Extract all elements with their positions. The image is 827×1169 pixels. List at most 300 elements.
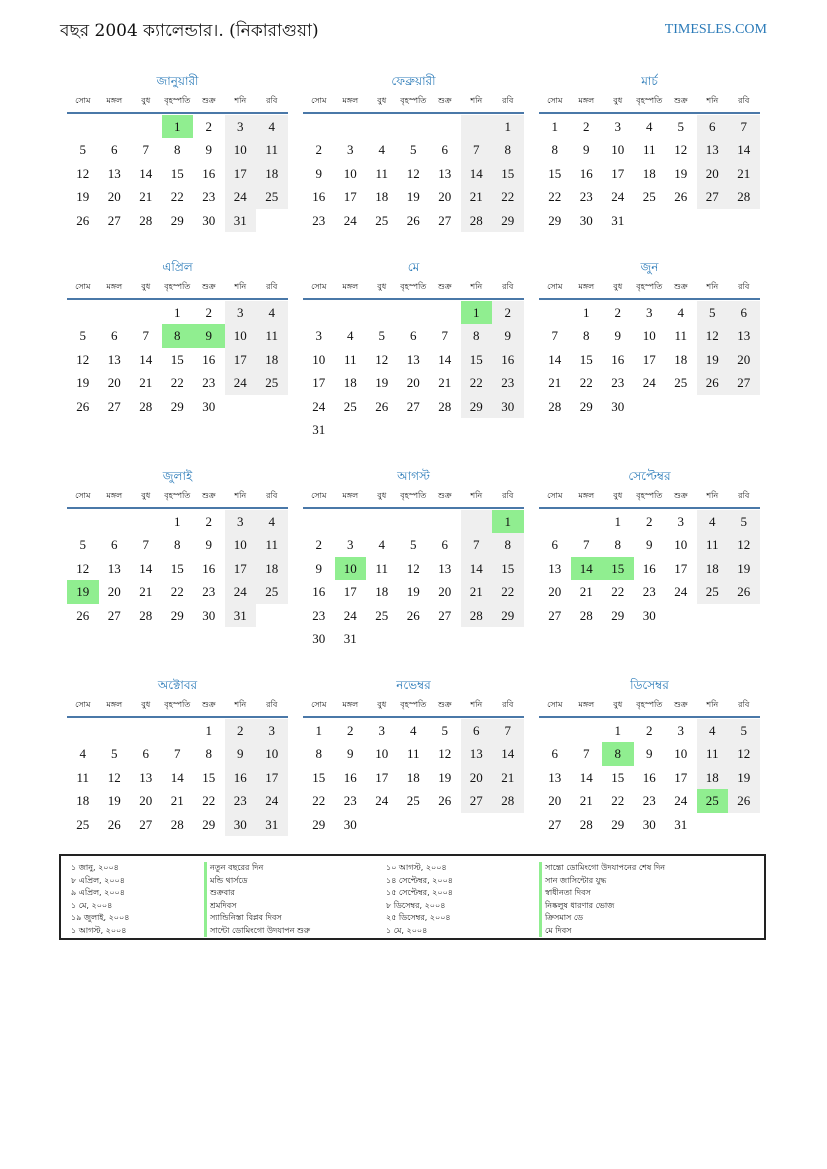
- day-cell[interactable]: 25: [256, 580, 288, 603]
- day-cell[interactable]: 4: [410, 723, 417, 738]
- day-cell[interactable]: 18: [343, 375, 357, 391]
- day-cell[interactable]: 27: [728, 371, 760, 394]
- day-cell[interactable]: 23: [312, 607, 326, 623]
- day-cell[interactable]: 13: [548, 560, 562, 576]
- day-cell[interactable]: 8: [602, 742, 634, 765]
- day-cell[interactable]: 16: [642, 769, 656, 785]
- day-cell[interactable]: 15: [312, 769, 326, 785]
- day-cell[interactable]: 24: [674, 793, 688, 809]
- day-cell[interactable]: 26: [375, 398, 389, 414]
- day-cell[interactable]: 3: [646, 305, 653, 320]
- day-cell[interactable]: 16: [492, 348, 524, 371]
- day-cell[interactable]: 11: [343, 351, 357, 367]
- day-cell[interactable]: 11: [375, 560, 389, 576]
- day-cell[interactable]: 5: [697, 301, 729, 324]
- day-cell[interactable]: 26: [406, 607, 420, 623]
- day-cell[interactable]: 25: [642, 189, 656, 205]
- day-cell[interactable]: 28: [438, 398, 452, 414]
- day-cell[interactable]: 15: [461, 348, 493, 371]
- day-cell[interactable]: 20: [438, 584, 452, 600]
- day-cell[interactable]: 30: [202, 398, 216, 414]
- day-cell[interactable]: 11: [256, 533, 288, 556]
- day-cell[interactable]: 1: [551, 119, 558, 134]
- day-cell[interactable]: 4: [378, 142, 385, 158]
- day-cell[interactable]: 11: [406, 746, 420, 762]
- day-cell[interactable]: 19: [728, 766, 760, 789]
- day-cell[interactable]: 29: [611, 607, 625, 623]
- day-cell[interactable]: 11: [674, 328, 688, 344]
- day-cell[interactable]: 29: [170, 607, 184, 623]
- day-cell[interactable]: 6: [441, 537, 448, 553]
- day-cell[interactable]: 14: [438, 351, 452, 367]
- day-cell[interactable]: 23: [579, 189, 593, 205]
- day-cell[interactable]: 14: [139, 560, 153, 576]
- day-cell[interactable]: 13: [438, 560, 452, 576]
- day-cell[interactable]: 15: [170, 351, 184, 367]
- day-cell[interactable]: 22: [611, 584, 625, 600]
- day-cell[interactable]: 3: [347, 537, 354, 553]
- day-cell[interactable]: 24: [225, 185, 257, 208]
- day-cell[interactable]: 28: [461, 604, 493, 627]
- day-cell[interactable]: 8: [492, 533, 524, 556]
- day-cell[interactable]: 11: [76, 769, 90, 785]
- day-cell[interactable]: 1: [461, 301, 493, 324]
- day-cell[interactable]: 11: [642, 142, 656, 158]
- day-cell[interactable]: 14: [139, 351, 153, 367]
- day-cell[interactable]: 7: [441, 328, 448, 344]
- day-cell[interactable]: 29: [548, 212, 562, 228]
- day-cell[interactable]: 10: [674, 537, 688, 553]
- day-cell[interactable]: 15: [602, 557, 634, 580]
- day-cell[interactable]: 31: [611, 212, 625, 228]
- day-cell[interactable]: 8: [583, 328, 590, 344]
- day-cell[interactable]: 19: [76, 189, 90, 205]
- day-cell[interactable]: 23: [202, 189, 216, 205]
- day-cell[interactable]: 31: [343, 630, 357, 646]
- day-cell[interactable]: 27: [438, 607, 452, 623]
- day-cell[interactable]: 3: [225, 115, 257, 138]
- day-cell[interactable]: 3: [614, 119, 621, 134]
- day-cell[interactable]: 7: [728, 115, 760, 138]
- day-cell[interactable]: 28: [492, 789, 524, 812]
- day-cell[interactable]: 6: [551, 746, 558, 762]
- day-cell[interactable]: 24: [642, 375, 656, 391]
- day-cell[interactable]: 20: [406, 375, 420, 391]
- day-cell[interactable]: 23: [642, 793, 656, 809]
- day-cell[interactable]: 23: [312, 212, 326, 228]
- day-cell[interactable]: 1: [315, 723, 322, 738]
- day-cell[interactable]: 5: [378, 328, 385, 344]
- day-cell[interactable]: 10: [674, 746, 688, 762]
- day-cell[interactable]: 20: [697, 162, 729, 185]
- day-cell[interactable]: 9: [492, 324, 524, 347]
- day-cell[interactable]: 22: [492, 185, 524, 208]
- day-cell[interactable]: 27: [107, 212, 121, 228]
- day-cell[interactable]: 5: [441, 723, 448, 738]
- day-cell[interactable]: 16: [225, 766, 257, 789]
- day-cell[interactable]: 13: [107, 165, 121, 181]
- day-cell[interactable]: 17: [611, 165, 625, 181]
- day-cell[interactable]: 25: [697, 789, 729, 812]
- day-cell[interactable]: 24: [225, 580, 257, 603]
- day-cell[interactable]: 9: [583, 142, 590, 158]
- day-cell[interactable]: 16: [611, 351, 625, 367]
- day-cell[interactable]: 18: [256, 162, 288, 185]
- day-cell[interactable]: 1: [174, 514, 181, 529]
- day-cell[interactable]: 10: [611, 142, 625, 158]
- day-cell[interactable]: 20: [107, 584, 121, 600]
- day-cell[interactable]: 29: [202, 816, 216, 832]
- day-cell[interactable]: 22: [611, 793, 625, 809]
- day-cell[interactable]: 9: [205, 537, 212, 553]
- day-cell[interactable]: 18: [406, 769, 420, 785]
- day-cell[interactable]: 21: [579, 793, 593, 809]
- day-cell[interactable]: 20: [107, 375, 121, 391]
- day-cell[interactable]: 7: [142, 537, 149, 553]
- day-cell[interactable]: 5: [677, 119, 684, 134]
- day-cell[interactable]: 2: [347, 723, 354, 738]
- day-cell[interactable]: 28: [548, 398, 562, 414]
- day-cell[interactable]: 11: [697, 742, 729, 765]
- day-cell[interactable]: 16: [312, 584, 326, 600]
- day-cell[interactable]: 21: [579, 584, 593, 600]
- day-cell[interactable]: 12: [76, 560, 90, 576]
- day-cell[interactable]: 27: [697, 185, 729, 208]
- day-cell[interactable]: 5: [410, 142, 417, 158]
- day-cell[interactable]: 29: [170, 398, 184, 414]
- day-cell[interactable]: 8: [551, 142, 558, 158]
- day-cell[interactable]: 21: [438, 375, 452, 391]
- day-cell[interactable]: 4: [256, 510, 288, 533]
- day-cell[interactable]: 29: [312, 816, 326, 832]
- day-cell[interactable]: 28: [461, 209, 493, 232]
- day-cell[interactable]: 8: [174, 142, 181, 158]
- day-cell[interactable]: 10: [256, 742, 288, 765]
- day-cell[interactable]: 21: [492, 766, 524, 789]
- day-cell[interactable]: 3: [677, 723, 684, 738]
- day-cell[interactable]: 24: [256, 789, 288, 812]
- day-cell[interactable]: 18: [256, 557, 288, 580]
- day-cell[interactable]: 26: [674, 189, 688, 205]
- day-cell[interactable]: 15: [492, 162, 524, 185]
- day-cell[interactable]: 10: [312, 351, 326, 367]
- day-cell[interactable]: 2: [583, 119, 590, 134]
- day-cell[interactable]: 17: [312, 375, 326, 391]
- day-cell[interactable]: 26: [406, 212, 420, 228]
- day-cell[interactable]: 13: [139, 769, 153, 785]
- day-cell[interactable]: 6: [111, 537, 118, 553]
- day-cell[interactable]: 5: [79, 142, 86, 158]
- day-cell[interactable]: 16: [312, 189, 326, 205]
- day-cell[interactable]: 13: [728, 324, 760, 347]
- day-cell[interactable]: 2: [646, 723, 653, 738]
- day-cell[interactable]: 30: [642, 816, 656, 832]
- day-cell[interactable]: 13: [461, 742, 493, 765]
- day-cell[interactable]: 14: [492, 742, 524, 765]
- day-cell[interactable]: 13: [406, 351, 420, 367]
- day-cell[interactable]: 17: [256, 766, 288, 789]
- day-cell[interactable]: 23: [611, 375, 625, 391]
- day-cell[interactable]: 6: [111, 328, 118, 344]
- day-cell[interactable]: 27: [438, 212, 452, 228]
- day-cell[interactable]: 16: [202, 560, 216, 576]
- day-cell[interactable]: 3: [677, 514, 684, 529]
- day-cell[interactable]: 12: [406, 165, 420, 181]
- day-cell[interactable]: 10: [343, 165, 357, 181]
- day-cell[interactable]: 16: [579, 165, 593, 181]
- day-cell[interactable]: 25: [375, 607, 389, 623]
- day-cell[interactable]: 5: [728, 719, 760, 742]
- day-cell[interactable]: 14: [170, 769, 184, 785]
- day-cell[interactable]: 3: [347, 142, 354, 158]
- day-cell[interactable]: 12: [728, 533, 760, 556]
- day-cell[interactable]: 29: [579, 398, 593, 414]
- day-cell[interactable]: 19: [76, 375, 90, 391]
- day-cell[interactable]: 1: [583, 305, 590, 320]
- day-cell[interactable]: 7: [492, 719, 524, 742]
- day-cell[interactable]: 15: [548, 165, 562, 181]
- day-cell[interactable]: 30: [312, 630, 326, 646]
- day-cell[interactable]: 30: [579, 212, 593, 228]
- day-cell[interactable]: 29: [492, 209, 524, 232]
- day-cell[interactable]: 9: [205, 142, 212, 158]
- day-cell[interactable]: 5: [410, 537, 417, 553]
- day-cell[interactable]: 31: [674, 816, 688, 832]
- day-cell[interactable]: 28: [170, 816, 184, 832]
- day-cell[interactable]: 3: [378, 723, 385, 738]
- day-cell[interactable]: 13: [107, 560, 121, 576]
- day-cell[interactable]: 17: [674, 560, 688, 576]
- day-cell[interactable]: 22: [548, 189, 562, 205]
- day-cell[interactable]: 11: [256, 138, 288, 161]
- day-cell[interactable]: 22: [170, 584, 184, 600]
- day-cell[interactable]: 28: [139, 398, 153, 414]
- day-cell[interactable]: 17: [225, 557, 257, 580]
- day-cell[interactable]: 8: [162, 324, 194, 347]
- day-cell[interactable]: 9: [225, 742, 257, 765]
- day-cell[interactable]: 6: [441, 142, 448, 158]
- day-cell[interactable]: 21: [728, 162, 760, 185]
- day-cell[interactable]: 28: [579, 607, 593, 623]
- day-cell[interactable]: 22: [202, 793, 216, 809]
- day-cell[interactable]: 27: [461, 789, 493, 812]
- day-cell[interactable]: 18: [76, 793, 90, 809]
- day-cell[interactable]: 21: [548, 375, 562, 391]
- day-cell[interactable]: 19: [697, 348, 729, 371]
- day-cell[interactable]: 11: [256, 324, 288, 347]
- day-cell[interactable]: 9: [646, 537, 653, 553]
- day-cell[interactable]: 29: [170, 212, 184, 228]
- day-cell[interactable]: 9: [315, 165, 322, 181]
- day-cell[interactable]: 30: [225, 813, 257, 836]
- day-cell[interactable]: 19: [728, 557, 760, 580]
- day-cell[interactable]: 5: [79, 537, 86, 553]
- day-cell[interactable]: 16: [343, 769, 357, 785]
- day-cell[interactable]: 6: [111, 142, 118, 158]
- day-cell[interactable]: 10: [375, 746, 389, 762]
- day-cell[interactable]: 7: [142, 142, 149, 158]
- day-cell[interactable]: 26: [76, 398, 90, 414]
- day-cell[interactable]: 16: [202, 351, 216, 367]
- day-cell[interactable]: 25: [697, 580, 729, 603]
- day-cell[interactable]: 14: [579, 769, 593, 785]
- day-cell[interactable]: 8: [315, 746, 322, 762]
- site-link[interactable]: TIMESLES.COM: [664, 22, 767, 37]
- day-cell[interactable]: 2: [205, 119, 212, 134]
- day-cell[interactable]: 26: [697, 371, 729, 394]
- day-cell[interactable]: 25: [375, 212, 389, 228]
- day-cell[interactable]: 14: [571, 557, 603, 580]
- day-cell[interactable]: 11: [375, 165, 389, 181]
- day-cell[interactable]: 10: [225, 138, 257, 161]
- day-cell[interactable]: 31: [225, 209, 257, 232]
- day-cell[interactable]: 27: [107, 398, 121, 414]
- day-cell[interactable]: 24: [611, 189, 625, 205]
- day-cell[interactable]: 12: [375, 351, 389, 367]
- day-cell[interactable]: 14: [461, 557, 493, 580]
- day-cell[interactable]: 4: [256, 115, 288, 138]
- day-cell[interactable]: 17: [225, 162, 257, 185]
- day-cell[interactable]: 13: [107, 351, 121, 367]
- day-cell[interactable]: 24: [312, 398, 326, 414]
- day-cell[interactable]: 27: [406, 398, 420, 414]
- day-cell[interactable]: 26: [728, 789, 760, 812]
- day-cell[interactable]: 10: [225, 533, 257, 556]
- day-cell[interactable]: 10: [225, 324, 257, 347]
- day-cell[interactable]: 2: [315, 142, 322, 158]
- day-cell[interactable]: 7: [583, 537, 590, 553]
- day-cell[interactable]: 16: [202, 165, 216, 181]
- day-cell[interactable]: 18: [697, 557, 729, 580]
- day-cell[interactable]: 16: [642, 560, 656, 576]
- day-cell[interactable]: 19: [67, 580, 99, 603]
- day-cell[interactable]: 31: [225, 604, 257, 627]
- day-cell[interactable]: 24: [375, 793, 389, 809]
- day-cell[interactable]: 2: [225, 719, 257, 742]
- day-cell[interactable]: 8: [461, 324, 493, 347]
- day-cell[interactable]: 19: [406, 189, 420, 205]
- day-cell[interactable]: 30: [611, 398, 625, 414]
- day-cell[interactable]: 20: [461, 766, 493, 789]
- day-cell[interactable]: 9: [315, 560, 322, 576]
- day-cell[interactable]: 7: [583, 746, 590, 762]
- day-cell[interactable]: 14: [548, 351, 562, 367]
- day-cell[interactable]: 23: [492, 371, 524, 394]
- day-cell[interactable]: 10: [642, 328, 656, 344]
- day-cell[interactable]: 15: [170, 560, 184, 576]
- day-cell[interactable]: 26: [107, 816, 121, 832]
- day-cell[interactable]: 8: [492, 138, 524, 161]
- day-cell[interactable]: 4: [677, 305, 684, 320]
- day-cell[interactable]: 12: [76, 351, 90, 367]
- day-cell[interactable]: 24: [225, 371, 257, 394]
- day-cell[interactable]: 13: [697, 138, 729, 161]
- day-cell[interactable]: 1: [492, 510, 524, 533]
- day-cell[interactable]: 5: [79, 328, 86, 344]
- day-cell[interactable]: 21: [461, 580, 493, 603]
- day-cell[interactable]: 14: [728, 138, 760, 161]
- day-cell[interactable]: 28: [728, 185, 760, 208]
- day-cell[interactable]: 12: [728, 742, 760, 765]
- day-cell[interactable]: 15: [202, 769, 216, 785]
- day-cell[interactable]: 7: [461, 138, 493, 161]
- day-cell[interactable]: 20: [107, 189, 121, 205]
- day-cell[interactable]: 25: [76, 816, 90, 832]
- day-cell[interactable]: 31: [312, 421, 326, 437]
- day-cell[interactable]: 8: [614, 537, 621, 553]
- day-cell[interactable]: 25: [406, 793, 420, 809]
- day-cell[interactable]: 2: [646, 514, 653, 529]
- day-cell[interactable]: 28: [579, 816, 593, 832]
- day-cell[interactable]: 18: [697, 766, 729, 789]
- day-cell[interactable]: 12: [438, 746, 452, 762]
- day-cell[interactable]: 4: [646, 119, 653, 134]
- day-cell[interactable]: 17: [343, 189, 357, 205]
- day-cell[interactable]: 20: [548, 793, 562, 809]
- day-cell[interactable]: 6: [697, 115, 729, 138]
- day-cell[interactable]: 10: [335, 557, 367, 580]
- day-cell[interactable]: 26: [728, 580, 760, 603]
- day-cell[interactable]: 26: [438, 793, 452, 809]
- day-cell[interactable]: 2: [614, 305, 621, 320]
- day-cell[interactable]: 8: [205, 746, 212, 762]
- day-cell[interactable]: 22: [461, 371, 493, 394]
- day-cell[interactable]: 24: [343, 212, 357, 228]
- day-cell[interactable]: 17: [642, 351, 656, 367]
- day-cell[interactable]: 19: [375, 375, 389, 391]
- day-cell[interactable]: 23: [202, 375, 216, 391]
- day-cell[interactable]: 27: [548, 607, 562, 623]
- day-cell[interactable]: 23: [225, 789, 257, 812]
- day-cell[interactable]: 27: [107, 607, 121, 623]
- day-cell[interactable]: 1: [492, 115, 524, 138]
- day-cell[interactable]: 28: [139, 212, 153, 228]
- day-cell[interactable]: 17: [674, 769, 688, 785]
- day-cell[interactable]: 22: [170, 189, 184, 205]
- day-cell[interactable]: 1: [174, 305, 181, 320]
- day-cell[interactable]: 29: [461, 395, 493, 418]
- day-cell[interactable]: 4: [378, 537, 385, 553]
- day-cell[interactable]: 7: [461, 533, 493, 556]
- day-cell[interactable]: 23: [343, 793, 357, 809]
- day-cell[interactable]: 2: [315, 537, 322, 553]
- day-cell[interactable]: 30: [202, 607, 216, 623]
- day-cell[interactable]: 9: [193, 324, 225, 347]
- day-cell[interactable]: 30: [642, 607, 656, 623]
- day-cell[interactable]: 30: [343, 816, 357, 832]
- day-cell[interactable]: 30: [492, 395, 524, 418]
- day-cell[interactable]: 6: [551, 537, 558, 553]
- day-cell[interactable]: 20: [728, 348, 760, 371]
- day-cell[interactable]: 12: [674, 142, 688, 158]
- day-cell[interactable]: 8: [174, 537, 181, 553]
- day-cell[interactable]: 23: [202, 584, 216, 600]
- day-cell[interactable]: 23: [642, 584, 656, 600]
- day-cell[interactable]: 9: [347, 746, 354, 762]
- day-cell[interactable]: 6: [461, 719, 493, 742]
- day-cell[interactable]: 28: [139, 607, 153, 623]
- day-cell[interactable]: 6: [410, 328, 417, 344]
- day-cell[interactable]: 22: [170, 375, 184, 391]
- day-cell[interactable]: 7: [551, 328, 558, 344]
- day-cell[interactable]: 4: [697, 510, 729, 533]
- day-cell[interactable]: 17: [375, 769, 389, 785]
- day-cell[interactable]: 5: [728, 510, 760, 533]
- day-cell[interactable]: 25: [256, 185, 288, 208]
- day-cell[interactable]: 2: [205, 514, 212, 529]
- day-cell[interactable]: 3: [225, 301, 257, 324]
- day-cell[interactable]: 21: [461, 185, 493, 208]
